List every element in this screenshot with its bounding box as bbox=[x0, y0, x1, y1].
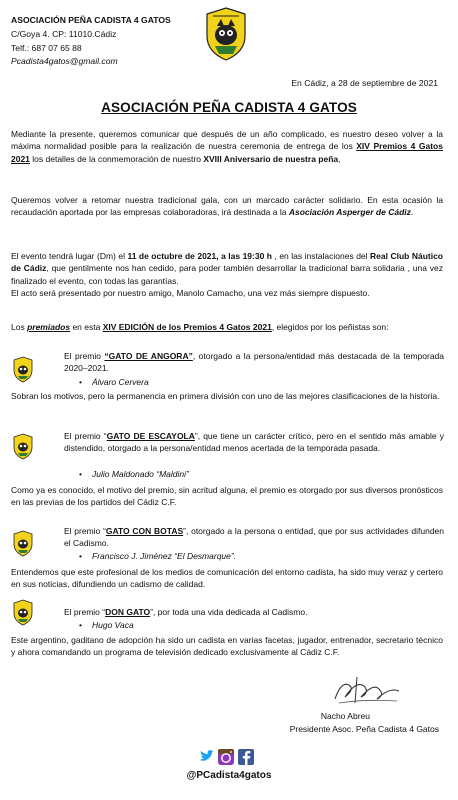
award-1-pre: El premio bbox=[64, 351, 105, 361]
p3-venue: Real Club Náutico de Cádiz bbox=[11, 251, 443, 274]
intro-paragraph bbox=[11, 128, 443, 165]
club-crest-cat-icon bbox=[203, 6, 249, 62]
letter-date: En Cádiz, a 28 de septiembre de 2021 bbox=[291, 78, 438, 88]
handwritten-signature bbox=[327, 673, 409, 707]
p3-text-3: , que gentilmente nos han cedido, para poder también desarrollar la tradicional barra solidaria , una vez finalizado el evento, con todas las garantías. bbox=[11, 263, 443, 286]
award-2-post: ”, que tiene un carácter crítico, pero en el sentido más amable y distendido, otorgado a la persona/entidad menos acertada de la temporada pasada. bbox=[64, 431, 445, 454]
award-3-winner: • Francisco J. Jiménez “El Desmarque”. bbox=[92, 551, 236, 561]
award-crest-icon bbox=[12, 433, 34, 460]
award-crest-icon bbox=[12, 599, 34, 626]
twitter-icon bbox=[200, 750, 214, 761]
social-icons bbox=[198, 748, 256, 766]
award-1-post: , otorgado a la persona/entidad más destacada de la temporada 2020–2021. bbox=[64, 351, 444, 374]
p3-text-2: , en las instalaciones del bbox=[272, 251, 371, 261]
signer-role: Presidente Asoc. Peña Cadista 4 Gatos bbox=[289, 724, 439, 734]
org-phone: Telf.: 687 07 65 88 bbox=[11, 42, 82, 53]
award-3-description bbox=[64, 525, 444, 550]
org-name: ASOCIACIÓN PEÑA CADISTA 4 GATOS bbox=[11, 15, 171, 25]
award-3-pre: El premio “ bbox=[64, 526, 106, 536]
award-4-reason: Este argentino, gaditano de adopción ha sido un cadista en varias facetas, jugador, entrenador, secretario técnico y ahora comandando un programa de televisión dedicado exclusivamente al Cádiz C.F. bbox=[11, 635, 443, 658]
p2-beneficiary: Asociación Asperger de Cádiz bbox=[288, 207, 411, 218]
facebook-icon bbox=[238, 749, 254, 765]
instagram-icon bbox=[218, 749, 234, 765]
p3-presenter: El acto será presentado por nuestro amigo, Manolo Camacho, una vez más siempre dispuesto. bbox=[11, 287, 370, 298]
signer-name: Nacho Abreu bbox=[320, 711, 370, 721]
org-address: C/Goya 4. CP: 11010.Cádiz bbox=[11, 28, 117, 39]
p1-end: , bbox=[338, 153, 341, 164]
p3-event-date: 11 de octubre de 2021, a las 19:30 h bbox=[127, 251, 272, 261]
award-4-pre: El premio “ bbox=[64, 607, 106, 617]
award-2-description bbox=[64, 430, 444, 455]
p4-text-2: en esta bbox=[70, 322, 103, 332]
award-1-winner: • Álvaro Cervera bbox=[92, 377, 149, 387]
page-title: ASOCIACIÓN PEÑA CADISTA 4 GATOS bbox=[101, 100, 357, 115]
award-4-winner: • Hugo Vaca bbox=[92, 620, 134, 630]
award-2-pre: El premio “ bbox=[64, 431, 107, 441]
p1-text: Mediante la presente, queremos comunicar que después de un año complicado, es nuestro deseo volver a la máxima normalidad posible para la realización de nuestra ceremonia de entrega de los bbox=[11, 129, 443, 152]
award-crest-icon bbox=[12, 530, 34, 557]
p1-text-2: los detalles de la conmemoración de nuestro bbox=[29, 153, 204, 164]
p4-premiados: premiados bbox=[27, 322, 71, 332]
award-1-reason: Sobran los motivos, pero la permanencia en primera división con uno de las mejores clasificaciones de la historia. bbox=[11, 391, 440, 401]
award-2-reason: Como ya es conocido, el motivo del premio, sin acritud alguna, el premio es otorgado por sus diversos pronósticos en las previas de los partidos del Cádiz C.F. bbox=[11, 485, 443, 508]
award-2-name: GATO DE ESCAYOLA bbox=[106, 431, 195, 441]
award-1-name: “GATO DE ANGORA” bbox=[104, 351, 193, 361]
org-email: Pcadista4gatos@gmail.com bbox=[11, 56, 118, 67]
award-2-winner: • Julio Maldonado “Maldini” bbox=[92, 469, 189, 479]
letterhead bbox=[11, 14, 171, 69]
social-handle: @PCadista4gatos bbox=[186, 770, 272, 781]
p2-end: . bbox=[410, 207, 414, 218]
award-4-post: ”, por toda una vida dedicada al Cadismo. bbox=[150, 607, 308, 617]
award-3-reason: Entendemos que este profesional de los medios de comunicación del entorno cadista, ha sido muy veraz y certero en sus noticias, difundiendo un cadismo de calidad. bbox=[11, 567, 443, 590]
award-4-name: DON GATO bbox=[105, 607, 151, 617]
awardees-intro bbox=[11, 321, 443, 333]
award-1-description bbox=[64, 350, 444, 375]
p1-awards-edition: XIV Premios 4 Gatos 2021 bbox=[11, 141, 443, 164]
p2-text: Queremos volver a retomar nuestra tradicional gala, con un marcado carácter solidario. En esta ocasión la recaudación aportada por las empresas colaboradoras, irá destinada a la bbox=[11, 195, 443, 218]
p1-anniversary: XVIII Aniversario de nuestra peña bbox=[203, 153, 339, 164]
award-crest-icon bbox=[12, 356, 34, 383]
award-4-description bbox=[64, 606, 444, 618]
p4-edition: XIV EDICIÓN de los Premios 4 Gatos 2021 bbox=[102, 322, 272, 332]
p3-text: El evento tendrá lugar (Dm) el bbox=[11, 251, 128, 261]
award-3-name: GATO CON BOTAS bbox=[105, 526, 184, 536]
gala-paragraph bbox=[11, 194, 443, 219]
event-paragraph bbox=[11, 250, 443, 299]
award-3-post: ”, otorgado a la persona o entidad, que por sus actividades difunden el Cadismo. bbox=[64, 526, 445, 549]
p4-text: Los bbox=[11, 322, 28, 332]
p4-end: , elegidos por los peñistas son: bbox=[271, 322, 389, 332]
